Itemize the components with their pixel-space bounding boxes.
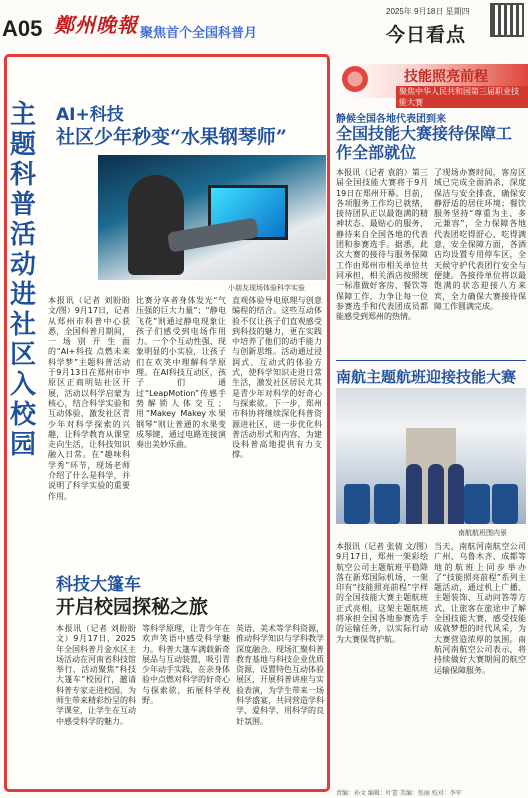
topic-banner-title: 技能照亮前程 — [404, 69, 488, 85]
article-b-title[interactable]: 开启校园探秘之旅 — [56, 596, 209, 618]
article-a-caption: 小朋友现场体验科学实验 — [228, 284, 305, 292]
topic-banner-subtitle: 聚焦中华人民共和国第三届职业技能大赛 — [396, 86, 528, 108]
article-d-caption: 南航航班围内景 — [458, 529, 507, 537]
today-focus-title: 今日看点 — [386, 24, 467, 46]
article-a-kicker: AI+科技 — [56, 105, 124, 125]
article-a-column-3: 直观体验导电原理与创意编程的结合。这些互动体验不仅让孩子们直观感受到科技的魅力，更在实践中培养了他们的动手能力与创新思维。活动通过浸润式、互动式的体验方式，使科学知识走进日常生活，激发社区居民尤其是青少年对科学的好奇心与探索欲。下一步，郑州市科协将继续深化科普资源进社区，进一步优化科普活动形式和内容，为建设科普高地提供有力支撑。 — [232, 296, 322, 460]
article-b-column-1: 本报讯（记者 刘盼盼 文）9月17日，2025年全国科普月金水区主场活动在河南省科技馆举行，活动聚焦“科技大篷车”校园行，邀请科普专家走进校园，为师生带来精彩纷呈的科学课堂，让学生在互动中感受科学的魅力。 — [56, 624, 136, 726]
article-a-column-2: 比赛分享者身体发光“气压强的巨大力量”；“静电飞花”则通过静电现象让孩子们感受到电场作用力。一个个互动性强、现象明显的小实验，让孩子们在欢笑中理解科学原理。在AI科技互动区，孩子们通过“LeapMotion”传感手势解锁人体交互；用“Makey Makey水果钢琴”则让普通的水果变成琴键，通过电路连接演奏出美妙乐曲。 — [136, 296, 226, 450]
issue-date: 2025年 9月18日 星期四 — [386, 7, 470, 16]
article-b-column-2: 等科学原理，让青少年在欢声笑语中感受科学魅力。科普大篷车满载新奇展品与互动装置，吸引青少年动手实践，在亲身体验中点燃对科学的好奇心与探索欲，拓展科学视野。 — [142, 624, 230, 706]
article-d-title[interactable]: 南航主题航班迎接技能大赛 — [336, 368, 517, 386]
article-c-column-2: 了现场办赛时间，客房区域已完成全面消杀，深度保洁与安全排查，确保安静舒适的居住环境；餐饮服务坚持“尊重为主、多元兼容”，全力保障各地代表团吃得舒心、吃得满意，安全保障方面，各酒店均设置专用停车区，全天候守护代表团行安全与便捷。各接待单位将以最饱满的状态迎接八方来宾，全力确保大赛接待保障工作圆满完成。 — [434, 168, 526, 311]
article-d-photo[interactable] — [336, 388, 526, 524]
article-d-column-1: 本报讯（记者 张倩 文/图）9月17日，郑州一架彩绘航空公司主题航班平稳降落在新郑国际机场，一架印有“技能照亮前程”字样的全国技能大赛主题航班正式亮相，这架主题航班将承担全国各地参赛选手的运输任务，以实际行动为大赛保驾护航。 — [336, 542, 428, 644]
article-b-column-3: 英语、美术等学科资源，推动科学知识与学科教学深度融合。现场汇聚科普教育基地与科技企业优质资源，设置特色互动体验展区，开展科普讲座与实验表演，为学生带来一场科学盛宴，共同营造学科学、爱科学、用科学的良好氛围。 — [236, 624, 324, 726]
article-c-subkicker: 静候全国各地代表团到来 — [336, 114, 446, 125]
article-c-column-1: 本报讯（记者 袁韵）第三届全国技能大赛将于9月19日在郑州开幕。目前，各项服务工作均已就绪，接待团队正以最饱满的精神状态、最贴心的服务，静待来自全国各地的代表团和参赛选手。据悉，此次大赛的接待与服务保障工作由郑州市相关单位共同承担，相关酒店按照统一标准做好客房、餐饮等保障工作，力争让每一位参赛选手和代表团成员都能感受到郑州的热情。 — [336, 168, 428, 322]
article-a-column-1: 本报讯（记者 刘盼盼 文/图）9月17日，记者从郑州市科普中心获悉，全国科普月期间，一场别开生面的“AI+科技 点燃未来科学梦”主题科普活动于9月13日在郑州市中原区正商明钻社区开展，活动以科学启蒙为核心，结合科学实验和互动体验，激发社区青少年对科学探索的兴趣，让科学教育从课堂走向生活，让科技知识融入日常。在“趣味科学秀”环节，现场老师介绍了什么是科学，并说明了科学实验的重要作用。 — [48, 296, 130, 501]
page-header — [0, 0, 528, 46]
masthead-logo: 鄭州晚報 — [54, 13, 138, 37]
article-d-column-2: 当天，南航河南航空公司广州、乌鲁木齐、成都等地的航班上同步举办了“技能照亮前程”系列主题活动，通过机上广播、主题装饰、互动问答等方式，让旅客在旅途中了解全国技能大赛，感受技能成就梦想的时代风采，为大赛营造浓厚的氛围。南航河南航空公司表示，将持续做好大赛期间的航空运输保障服务。 — [434, 542, 526, 675]
article-a-title[interactable]: 社区少年秒变“水果钢琴师” — [56, 126, 287, 148]
article-a-photo[interactable] — [98, 155, 326, 280]
vertical-feature-title: 主 题 科 普 活 动 进 社 区 入 校 园 — [9, 100, 36, 460]
qr-code-icon[interactable] — [490, 3, 524, 37]
section-divider — [336, 360, 526, 361]
page-number: A05 — [2, 16, 43, 41]
article-b-kicker: 科技大篷车 — [56, 575, 141, 595]
section-title: 聚焦首个全国科普月 — [140, 26, 258, 41]
gear-emblem-icon — [342, 66, 368, 92]
editor-credits: 责编：孙文 编辑：叶蕾 美编：张丽 校对：李军 — [336, 790, 462, 797]
article-c-title[interactable]: 全国技能大赛接待保障工作全部就位 — [336, 124, 513, 162]
